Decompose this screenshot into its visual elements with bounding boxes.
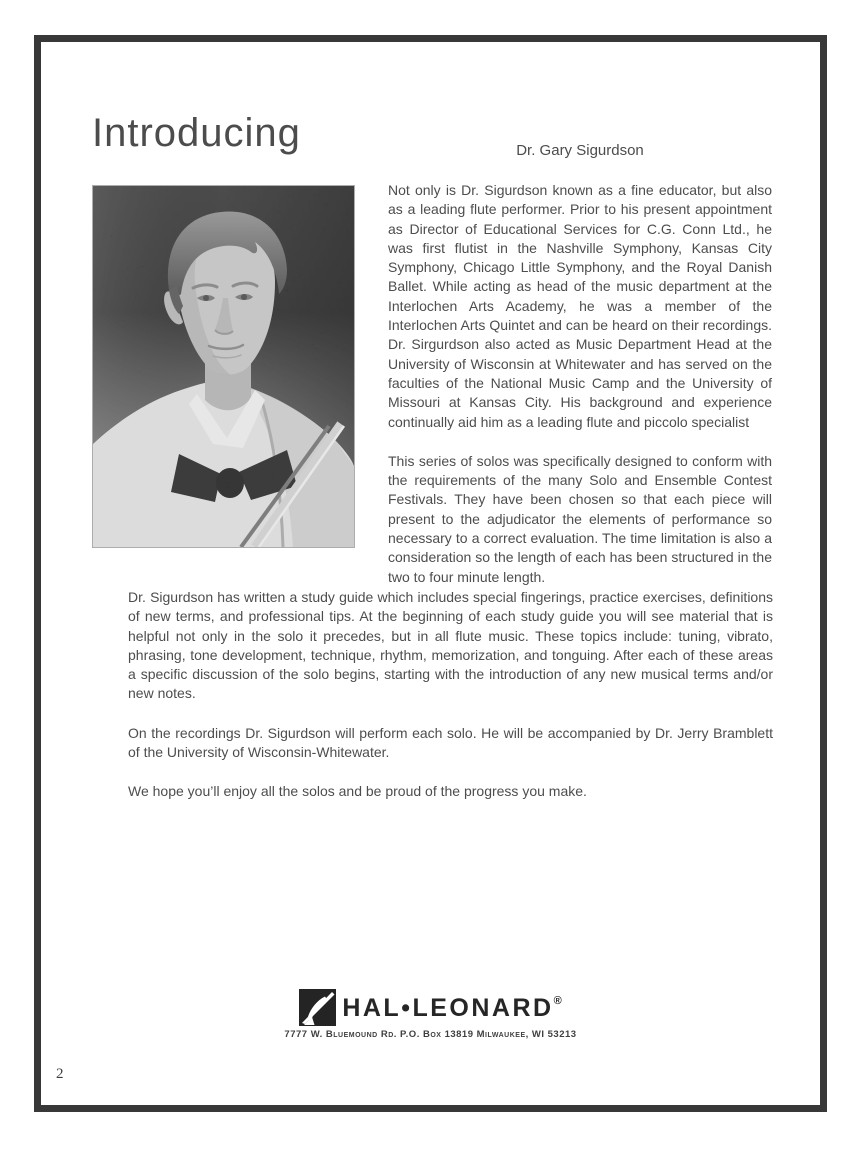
bio-paragraph-5: We hope you’ll enjoy all the solos and be proud of the progress you make. [128,783,587,800]
registered-trademark-symbol: ® [553,995,562,1007]
bio-paragraph-1: Not only is Dr. Sigurdson known as a fine educator, but also as a leading flute performer. Prior to his present appointment as Director of Educational Services for C.G. Conn Ltd., he was first flutist in the Nashville Symphony, Kansas City Symphony, Chicago Little Symphony, and the Royal Danish Ballet. While acting as head of the music department at the Interlochen Arts Academy, he was a member of the Interlochen Arts Quintet and can be heard on their recordings. Dr. Sirgurdson also acted as Music Department Head at the University of Wisconsin at Whitewater and has served on the faculties of the National Music Camp and the University of Missouri at Kansas City. His background and experience continually aid him as a leading flute and piccolo specialist [388,182,772,430]
bio-column [388,181,772,587]
publisher-address: 7777 W. Bluemound Rd. P.O. Box 13819 Milwaukee, WI 53213 [284,1029,577,1040]
byline: Dr. Gary Sigurdson [516,142,644,159]
bio-paragraph-3: Dr. Sigurdson has written a study guide which includes special fingerings, practice exercises, definitions of new terms, and professional tips. At the beginning of each study guide you will see material that is helpful not only in the solo it precedes, but in all flute music. These topics include: tuning, vibrato, phrasing, tone development, technique, rhythm, memorization, and tonguing. After each of these areas a specific discussion of the solo begins, starting with the introduction of any new musical terms and/or new notes. [128,589,773,702]
portrait-photo [92,185,355,548]
page-title: Introducing [92,110,301,155]
bio-full-width [128,588,773,802]
bio-paragraph-2: This series of solos was specifically designed to conform with the requirements of the many Solo and Ensemble Contest Festivals. They have been chosen so that each piece will present to the adjudicator the elements of performance so necessary to a correct evaluation. The time limitation is also a consideration so the length of each has been structured in the two to four minute length. [388,452,772,585]
portrait-photo-illustration [93,186,354,547]
publisher-logo-row [299,981,561,1028]
bio-paragraph-4: On the recordings Dr. Sigurdson will perform each solo. He will be accompanied by Dr. Jerry Bramblett of the University of Wisconsin-Whitewater. [128,724,773,761]
publisher-block [41,981,820,1040]
page-number: 2 [56,1066,64,1082]
publisher-name-text: HAL•LEONARD [342,994,554,1022]
hal-leonard-logo-icon [299,988,337,1028]
publisher-name [342,981,561,1028]
